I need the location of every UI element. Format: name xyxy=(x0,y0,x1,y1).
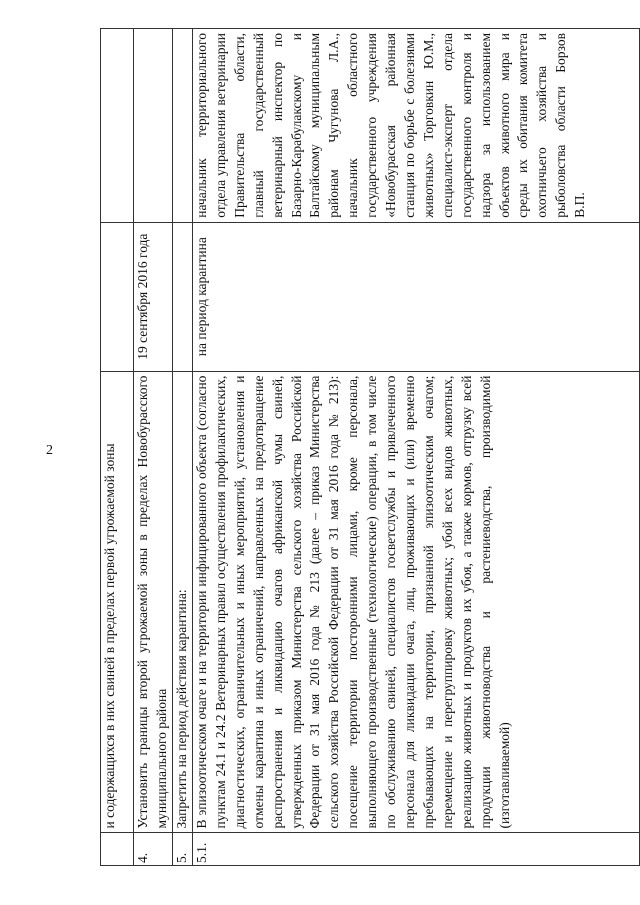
table-row xyxy=(101,29,134,866)
table-row xyxy=(193,29,640,866)
row-number xyxy=(101,833,134,866)
row-number: 5.1. xyxy=(193,833,640,866)
measure-text: и содержащихся в них свиней в пределах первой угрожаемой зоны xyxy=(101,371,134,833)
responsible-cell xyxy=(134,29,173,223)
deadline-cell xyxy=(173,222,193,371)
rotated-table-wrapper xyxy=(100,28,640,866)
responsible-cell xyxy=(101,29,134,223)
quarantine-measures-table xyxy=(100,28,640,866)
table-row xyxy=(134,29,173,866)
deadline-cell: 19 сентября 2016 года xyxy=(134,222,173,371)
row-number: 5. xyxy=(173,833,193,866)
row-number: 4. xyxy=(134,833,173,866)
deadline-cell: на период карантина xyxy=(193,222,640,371)
responsible-cell xyxy=(173,29,193,223)
measure-text: В эпизоотическом очаге и на территории инфицированного объекта (согласно пунктам 24.1 и 24.2 Ветеринарных правил осуществления профилактических, диагностических, ограничительных и иных мероприятий, установления и отмены карантина и иных ограничений, направленных на предотвращение распространения и ликвидацию очагов африканской чумы свиней, утвержденных приказом Министерства сельского хозяйства Российской Федерации от 31 мая 2016 года № 213 (далее – приказ Министерства сельского хозяйства Российской Федерации от 31 мая 2016 года № 213): посещение территории посторонними лицами, кроме персонала, выполняющего производственные (технологические) операции, в том числе по обслуживанию свиней, специалистов госветслужбы и привлеченного персонала для ликвидации очага, лиц, проживающих и (или) временно пребывающих на территории, признанной эпизоотическим очагом; перемещение и перегруппировку животных; убой всех видов животных, реализацию животных и продуктов их убоя, а также кормов, отгрузку всей продукции животноводства и растениеводства, производимой (изготавливаемой) xyxy=(193,371,640,833)
measure-text: Установить границы второй угрожаемой зоны в пределах Новобурасского муниципального района xyxy=(134,371,173,833)
measure-text: Запретить на период действия карантина: xyxy=(173,371,193,833)
table-row xyxy=(173,29,193,866)
deadline-cell xyxy=(101,222,134,371)
responsible-cell: начальник территориального отдела управления ветеринарии Правительства области, главный государственный ветеринарный инспектор по Базарно-Карабулакскому и Балтайскому муниципальным районам Чугунова Л.А., начальник областного государственного учреждения «Новобурасская районная станция по борьбе с болезнями животных» Торговкин Ю.М., специалист-эксперт отдела государственного контроля и надзора за использованием объектов животного мира и среды их обитания комитета охотничьего хозяйства и рыболовства области Борзов В.П. xyxy=(193,29,640,223)
page-number: 2 xyxy=(46,443,53,458)
